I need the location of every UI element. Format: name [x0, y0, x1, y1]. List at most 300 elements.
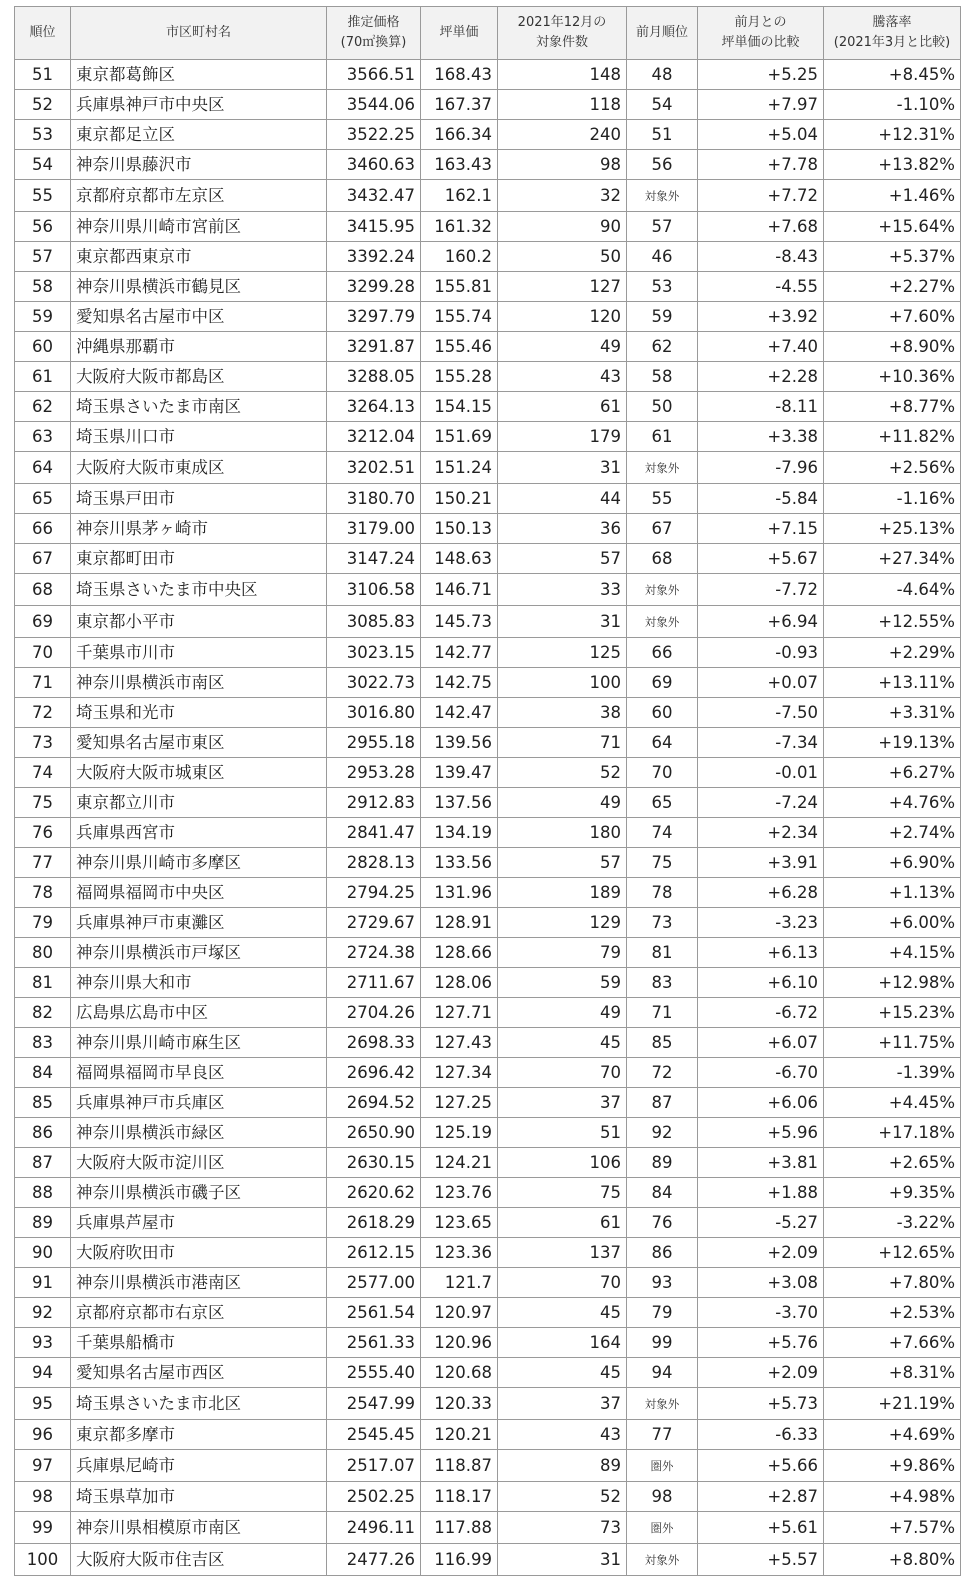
cell-diff: -7.24: [698, 788, 824, 818]
cell-rank: 97: [15, 1450, 71, 1482]
table-row: [15, 1268, 961, 1298]
cell-rate: +4.69%: [824, 1420, 961, 1450]
cell-diff: +6.94: [698, 606, 824, 638]
table-row: [15, 698, 961, 728]
cell-price: 3023.15: [327, 638, 421, 668]
cell-rank: 57: [15, 242, 71, 272]
prev-rank-status: 対象外: [644, 615, 680, 629]
cell-count: 79: [498, 938, 627, 968]
cell-price: 3179.00: [327, 514, 421, 544]
cell-rank: 79: [15, 908, 71, 938]
cell-tsubo: 154.15: [421, 392, 498, 422]
header-line: 前月順位: [635, 25, 688, 40]
table-row: [15, 998, 961, 1028]
cell-rank: 82: [15, 998, 71, 1028]
cell-rank: 95: [15, 1388, 71, 1420]
cell-diff: +3.81: [698, 1148, 824, 1178]
cell-tsubo: 160.2: [421, 242, 498, 272]
header-price: [327, 7, 421, 60]
cell-tsubo: 118.87: [421, 1450, 498, 1482]
cell-name: 神奈川県藤沢市: [71, 150, 327, 180]
table-row: [15, 150, 961, 180]
cell-name: 愛知県名古屋市中区: [71, 302, 327, 332]
cell-name: 東京都多摩市: [71, 1420, 327, 1450]
cell-diff: +5.73: [698, 1388, 824, 1420]
cell-tsubo: 146.71: [421, 574, 498, 606]
header-prev-rank: [627, 7, 698, 60]
cell-rank: 61: [15, 362, 71, 392]
cell-prev-rank: 84: [627, 1178, 698, 1208]
cell-diff: +2.87: [698, 1482, 824, 1512]
table-row: [15, 544, 961, 574]
cell-name: 埼玉県さいたま市北区: [71, 1388, 327, 1420]
cell-diff: +7.97: [698, 90, 824, 120]
cell-count: 100: [498, 668, 627, 698]
cell-rate: +7.66%: [824, 1328, 961, 1358]
cell-count: 137: [498, 1238, 627, 1268]
cell-name: 神奈川県横浜市南区: [71, 668, 327, 698]
cell-tsubo: 128.91: [421, 908, 498, 938]
cell-prev-rank: 59: [627, 302, 698, 332]
prev-rank-status: 圏外: [650, 1521, 674, 1535]
cell-rank: 60: [15, 332, 71, 362]
cell-count: 129: [498, 908, 627, 938]
cell-tsubo: 123.76: [421, 1178, 498, 1208]
cell-name: 神奈川県茅ヶ崎市: [71, 514, 327, 544]
cell-rate: +12.65%: [824, 1238, 961, 1268]
cell-price: 2650.90: [327, 1118, 421, 1148]
cell-diff: +1.88: [698, 1178, 824, 1208]
cell-name: 兵庫県西宮市: [71, 818, 327, 848]
cell-diff: -0.93: [698, 638, 824, 668]
table-row: [15, 1208, 961, 1238]
cell-diff: +2.09: [698, 1358, 824, 1388]
cell-prev-rank: 93: [627, 1268, 698, 1298]
cell-prev-rank: 87: [627, 1088, 698, 1118]
cell-diff: -7.72: [698, 574, 824, 606]
table-row: [15, 1028, 961, 1058]
header-line: 推定価格: [347, 15, 400, 30]
cell-tsubo: 155.81: [421, 272, 498, 302]
table-row: [15, 180, 961, 212]
header-line: 前月との: [734, 15, 787, 30]
cell-tsubo: 117.88: [421, 1512, 498, 1544]
cell-name: 京都府京都市右京区: [71, 1298, 327, 1328]
cell-rate: -1.39%: [824, 1058, 961, 1088]
table-row: [15, 1358, 961, 1388]
cell-rank: 66: [15, 514, 71, 544]
cell-price: 2630.15: [327, 1148, 421, 1178]
cell-count: 33: [498, 574, 627, 606]
cell-prev-rank: 74: [627, 818, 698, 848]
cell-name: 神奈川県川崎市麻生区: [71, 1028, 327, 1058]
cell-rate: +12.31%: [824, 120, 961, 150]
header-line: 対象件数: [535, 35, 588, 50]
cell-count: 51: [498, 1118, 627, 1148]
cell-prev-rank: 86: [627, 1238, 698, 1268]
cell-price: 3297.79: [327, 302, 421, 332]
cell-rank: 85: [15, 1088, 71, 1118]
cell-count: 179: [498, 422, 627, 452]
table-row: [15, 1512, 961, 1544]
cell-price: 3147.24: [327, 544, 421, 574]
cell-name: 愛知県名古屋市東区: [71, 728, 327, 758]
cell-prev-rank: 55: [627, 484, 698, 514]
cell-rank: 94: [15, 1358, 71, 1388]
header-name: [71, 7, 327, 60]
table-row: [15, 272, 961, 302]
cell-name: 福岡県福岡市中央区: [71, 878, 327, 908]
cell-diff: +7.15: [698, 514, 824, 544]
cell-prev-rank: 78: [627, 878, 698, 908]
cell-name: 東京都葛飾区: [71, 60, 327, 90]
cell-price: 2696.42: [327, 1058, 421, 1088]
cell-price: 2502.25: [327, 1482, 421, 1512]
cell-prev-rank: 58: [627, 362, 698, 392]
cell-price: 2496.11: [327, 1512, 421, 1544]
cell-rank: 88: [15, 1178, 71, 1208]
table-row: [15, 728, 961, 758]
header-line: 順位: [29, 25, 56, 40]
cell-price: 2698.33: [327, 1028, 421, 1058]
table-row: [15, 1148, 961, 1178]
cell-prev-rank: 81: [627, 938, 698, 968]
cell-count: 36: [498, 514, 627, 544]
prev-rank-status: 対象外: [644, 1397, 680, 1411]
header-line: 坪単価: [439, 25, 479, 40]
cell-name: 福岡県福岡市早良区: [71, 1058, 327, 1088]
cell-name: 千葉県船橋市: [71, 1328, 327, 1358]
prev-rank-status: 対象外: [644, 583, 680, 597]
cell-rank: 54: [15, 150, 71, 180]
cell-count: 59: [498, 968, 627, 998]
cell-rate: +7.80%: [824, 1268, 961, 1298]
cell-rate: +8.90%: [824, 332, 961, 362]
prev-rank-status: 対象外: [644, 189, 680, 203]
cell-price: 3016.80: [327, 698, 421, 728]
cell-rate: +12.98%: [824, 968, 961, 998]
cell-rank: 53: [15, 120, 71, 150]
cell-rate: +21.19%: [824, 1388, 961, 1420]
cell-price: 3106.58: [327, 574, 421, 606]
cell-diff: +5.61: [698, 1512, 824, 1544]
cell-prev-rank: 89: [627, 1148, 698, 1178]
cell-tsubo: 150.13: [421, 514, 498, 544]
cell-rank: 96: [15, 1420, 71, 1450]
cell-price: 3522.25: [327, 120, 421, 150]
cell-count: 240: [498, 120, 627, 150]
cell-rate: +11.82%: [824, 422, 961, 452]
table-row: [15, 212, 961, 242]
cell-rate: +19.13%: [824, 728, 961, 758]
cell-price: 2577.00: [327, 1268, 421, 1298]
cell-rank: 52: [15, 90, 71, 120]
cell-price: 2477.26: [327, 1544, 421, 1576]
cell-diff: +2.34: [698, 818, 824, 848]
cell-tsubo: 134.19: [421, 818, 498, 848]
cell-name: 神奈川県横浜市磯子区: [71, 1178, 327, 1208]
cell-name: 埼玉県さいたま市南区: [71, 392, 327, 422]
cell-diff: +3.08: [698, 1268, 824, 1298]
cell-diff: +5.96: [698, 1118, 824, 1148]
cell-diff: +7.68: [698, 212, 824, 242]
cell-tsubo: 167.37: [421, 90, 498, 120]
cell-name: 京都府京都市左京区: [71, 180, 327, 212]
cell-price: 3288.05: [327, 362, 421, 392]
cell-diff: +5.57: [698, 1544, 824, 1576]
table-row: [15, 908, 961, 938]
cell-count: 73: [498, 1512, 627, 1544]
cell-diff: -6.70: [698, 1058, 824, 1088]
cell-prev-rank: 92: [627, 1118, 698, 1148]
cell-tsubo: 161.32: [421, 212, 498, 242]
cell-price: 2545.45: [327, 1420, 421, 1450]
table-row: [15, 606, 961, 638]
cell-rate: +7.57%: [824, 1512, 961, 1544]
cell-count: 50: [498, 242, 627, 272]
cell-name: 神奈川県川崎市宮前区: [71, 212, 327, 242]
cell-name: 埼玉県戸田市: [71, 484, 327, 514]
table-row: [15, 788, 961, 818]
cell-prev-rank: 73: [627, 908, 698, 938]
ranking-table-container: [14, 6, 960, 1576]
cell-rank: 98: [15, 1482, 71, 1512]
cell-price: 2694.52: [327, 1088, 421, 1118]
cell-price: 2794.25: [327, 878, 421, 908]
cell-tsubo: 163.43: [421, 150, 498, 180]
cell-diff: -3.23: [698, 908, 824, 938]
cell-count: 180: [498, 818, 627, 848]
cell-prev-rank: 99: [627, 1328, 698, 1358]
header-tsubo: [421, 7, 498, 60]
cell-price: 3180.70: [327, 484, 421, 514]
cell-diff: -7.50: [698, 698, 824, 728]
cell-rank: 90: [15, 1238, 71, 1268]
cell-prev-rank: 75: [627, 848, 698, 878]
cell-count: 43: [498, 1420, 627, 1450]
cell-name: 神奈川県横浜市港南区: [71, 1268, 327, 1298]
cell-count: 127: [498, 272, 627, 302]
cell-name: 大阪府大阪市都島区: [71, 362, 327, 392]
cell-count: 31: [498, 606, 627, 638]
cell-diff: +0.07: [698, 668, 824, 698]
cell-price: 2729.67: [327, 908, 421, 938]
cell-price: 3299.28: [327, 272, 421, 302]
cell-rate: +8.31%: [824, 1358, 961, 1388]
cell-rate: +13.82%: [824, 150, 961, 180]
cell-diff: -6.72: [698, 998, 824, 1028]
cell-rank: 84: [15, 1058, 71, 1088]
cell-price: 3415.95: [327, 212, 421, 242]
cell-rate: +2.56%: [824, 452, 961, 484]
cell-count: 43: [498, 362, 627, 392]
cell-price: 3264.13: [327, 392, 421, 422]
cell-rank: 80: [15, 938, 71, 968]
cell-name: 埼玉県和光市: [71, 698, 327, 728]
cell-rank: 93: [15, 1328, 71, 1358]
cell-count: 148: [498, 60, 627, 90]
cell-rank: 75: [15, 788, 71, 818]
table-row: [15, 514, 961, 544]
cell-count: 49: [498, 998, 627, 1028]
cell-rank: 74: [15, 758, 71, 788]
cell-name: 東京都足立区: [71, 120, 327, 150]
cell-price: 2517.07: [327, 1450, 421, 1482]
cell-diff: -6.33: [698, 1420, 824, 1450]
cell-tsubo: 128.66: [421, 938, 498, 968]
cell-count: 45: [498, 1298, 627, 1328]
cell-count: 38: [498, 698, 627, 728]
table-row: [15, 392, 961, 422]
cell-prev-rank: 98: [627, 1482, 698, 1512]
table-row: [15, 1420, 961, 1450]
table-row: [15, 452, 961, 484]
cell-tsubo: 151.24: [421, 452, 498, 484]
cell-name: 東京都西東京市: [71, 242, 327, 272]
cell-count: 89: [498, 1450, 627, 1482]
cell-prev-rank: [627, 1450, 698, 1482]
cell-count: 31: [498, 452, 627, 484]
cell-prev-rank: 54: [627, 90, 698, 120]
cell-rank: 78: [15, 878, 71, 908]
table-row: [15, 758, 961, 788]
cell-diff: +6.07: [698, 1028, 824, 1058]
cell-price: 2618.29: [327, 1208, 421, 1238]
cell-count: 120: [498, 302, 627, 332]
cell-tsubo: 145.73: [421, 606, 498, 638]
cell-prev-rank: 65: [627, 788, 698, 818]
cell-tsubo: 142.77: [421, 638, 498, 668]
cell-rate: +1.46%: [824, 180, 961, 212]
cell-count: 45: [498, 1358, 627, 1388]
cell-rate: +2.53%: [824, 1298, 961, 1328]
cell-rate: +3.31%: [824, 698, 961, 728]
cell-price: 3432.47: [327, 180, 421, 212]
cell-count: 49: [498, 332, 627, 362]
cell-rate: +8.80%: [824, 1544, 961, 1576]
header-diff: [698, 7, 824, 60]
cell-rate: +4.98%: [824, 1482, 961, 1512]
prev-rank-status: 対象外: [644, 461, 680, 475]
cell-rate: +1.13%: [824, 878, 961, 908]
cell-rank: 81: [15, 968, 71, 998]
cell-name: 大阪府大阪市住吉区: [71, 1544, 327, 1576]
table-row: [15, 120, 961, 150]
cell-prev-rank: 67: [627, 514, 698, 544]
cell-rank: 91: [15, 1268, 71, 1298]
cell-name: 東京都町田市: [71, 544, 327, 574]
cell-rank: 99: [15, 1512, 71, 1544]
table-row: [15, 1482, 961, 1512]
cell-diff: -3.70: [698, 1298, 824, 1328]
cell-name: 埼玉県さいたま市中央区: [71, 574, 327, 606]
cell-price: 2711.67: [327, 968, 421, 998]
cell-diff: +7.72: [698, 180, 824, 212]
cell-tsubo: 120.33: [421, 1388, 498, 1420]
cell-diff: +5.66: [698, 1450, 824, 1482]
cell-tsubo: 120.21: [421, 1420, 498, 1450]
cell-tsubo: 139.56: [421, 728, 498, 758]
cell-diff: -0.01: [698, 758, 824, 788]
cell-count: 57: [498, 544, 627, 574]
header-row: [15, 7, 961, 60]
cell-tsubo: 142.47: [421, 698, 498, 728]
cell-prev-rank: 70: [627, 758, 698, 788]
cell-diff: +6.10: [698, 968, 824, 998]
cell-diff: -7.96: [698, 452, 824, 484]
cell-rank: 55: [15, 180, 71, 212]
cell-rate: +2.65%: [824, 1148, 961, 1178]
cell-price: 3291.87: [327, 332, 421, 362]
cell-name: 埼玉県川口市: [71, 422, 327, 452]
table-row: [15, 968, 961, 998]
cell-prev-rank: 60: [627, 698, 698, 728]
cell-name: 兵庫県尼崎市: [71, 1450, 327, 1482]
cell-rate: +4.76%: [824, 788, 961, 818]
cell-tsubo: 120.96: [421, 1328, 498, 1358]
cell-diff: +2.09: [698, 1238, 824, 1268]
cell-rank: 87: [15, 1148, 71, 1178]
cell-rank: 64: [15, 452, 71, 484]
cell-price: 2841.47: [327, 818, 421, 848]
cell-count: 52: [498, 1482, 627, 1512]
cell-prev-rank: [627, 606, 698, 638]
cell-tsubo: 127.25: [421, 1088, 498, 1118]
cell-name: 大阪府大阪市淀川区: [71, 1148, 327, 1178]
cell-tsubo: 127.34: [421, 1058, 498, 1088]
cell-rate: +15.64%: [824, 212, 961, 242]
cell-diff: +3.91: [698, 848, 824, 878]
cell-prev-rank: [627, 1512, 698, 1544]
cell-name: 沖縄県那覇市: [71, 332, 327, 362]
cell-count: 98: [498, 150, 627, 180]
cell-rate: +9.86%: [824, 1450, 961, 1482]
cell-prev-rank: 68: [627, 544, 698, 574]
cell-name: 兵庫県神戸市兵庫区: [71, 1088, 327, 1118]
cell-rank: 56: [15, 212, 71, 242]
table-row: [15, 1238, 961, 1268]
cell-tsubo: 116.99: [421, 1544, 498, 1576]
cell-rate: -4.64%: [824, 574, 961, 606]
cell-diff: +6.28: [698, 878, 824, 908]
cell-count: 71: [498, 728, 627, 758]
cell-tsubo: 133.56: [421, 848, 498, 878]
cell-tsubo: 125.19: [421, 1118, 498, 1148]
cell-rate: +15.23%: [824, 998, 961, 1028]
prev-rank-status: 対象外: [644, 1553, 680, 1567]
cell-diff: +7.40: [698, 332, 824, 362]
cell-rate: +11.75%: [824, 1028, 961, 1058]
cell-name: 愛知県名古屋市西区: [71, 1358, 327, 1388]
cell-rate: -1.16%: [824, 484, 961, 514]
header-rate: [824, 7, 961, 60]
cell-price: 3460.63: [327, 150, 421, 180]
cell-name: 広島県広島市中区: [71, 998, 327, 1028]
cell-price: 2912.83: [327, 788, 421, 818]
cell-diff: +5.25: [698, 60, 824, 90]
cell-rate: +6.00%: [824, 908, 961, 938]
cell-prev-rank: 62: [627, 332, 698, 362]
cell-rank: 73: [15, 728, 71, 758]
header-count: [498, 7, 627, 60]
cell-tsubo: 150.21: [421, 484, 498, 514]
table-row: [15, 302, 961, 332]
cell-tsubo: 124.21: [421, 1148, 498, 1178]
cell-price: 3212.04: [327, 422, 421, 452]
table-row: [15, 574, 961, 606]
cell-name: 大阪府大阪市城東区: [71, 758, 327, 788]
cell-tsubo: 118.17: [421, 1482, 498, 1512]
